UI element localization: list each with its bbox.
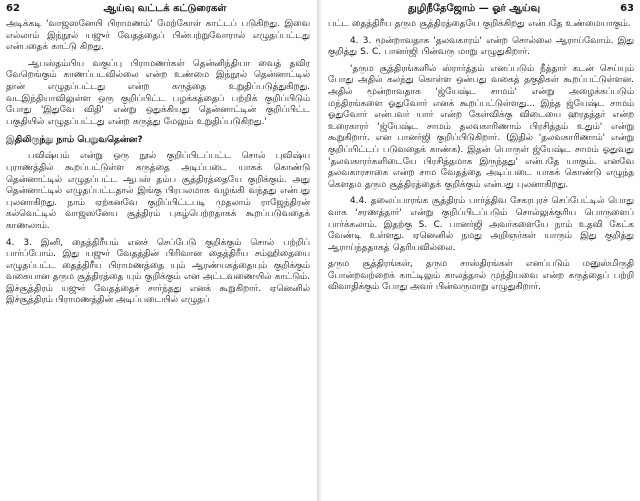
right-running-head: [328, 3, 634, 15]
right-paragraph-3: 'தரும சூத்திரங்களில் ஸ்ரார்த்தம் எனப்படும் நீத்தார் கடன் செய்யும் போது அதில் கலந்து கொள்ள ஒன்பது வகைத் தகுதிகள் கூறப்பட்டுள்ளன. அதில் மூன்றாவதாக 'ஜ்யேஷ்ட சாமம்' என்று அழைக்கப்படும் மந்திரங்களை ஓதுவோர் எனக் கூறப்பட்டுள்ளது... இந்த ஜ்யேஷ்ட சாமம் ஓதுவோர் என்பவர் யார் என்ற கேள்விக்கு விடையை ஹரதத்தர் என்ற உரைகாரர் 'ஜ்யேஷ்ட சாமம் தலவகாரிணாம் பிரசித்தம் உதும்' என்று கூறுகிறார். என பானர்ஜி குறிப்பிடுகிறார். (இதில் 'தலவகாரிணாம்' என்று குறிப்பிட்டப் படுவதைக் காண்க). இதன் பொருள் ஜ்யேஷ்ட சாமம் ஓதுவது 'தலவகாரர்களிடையே பிரசித்தமாக இருந்தது' என்பதே யாகும். எனவே தலவகாரசாகை என்ற சாம வேதத்தை அடிப்படை யாகக் கொண்டு எழுந்த கௌதம தரும சூத்திரத்தைக் குறிக்கும் என்பது புலனாகிறது.: [328, 63, 634, 190]
left-paragraph-1: அடிக்கடி 'வாஜஸனேயி பிராமணம்' மேற்கோள் காட்டப் படுகிறது. இவை எல்லாம் இந்நூல் யஜுர் வேதத்தைப் பின்பற்றுவோரால் எழுதப்பட்டது என்பதைக் காட்டு கிறது.: [6, 19, 310, 53]
right-last-paragraph: தரும சூத்திரங்கள், தரும சாஸ்திரங்கள் எனப்படும் மனுஸ்மிருதி போன்றவற்றைக் காட்டிலும் காலத்தால் முந்தியவை என்ற கருத்தைப் பற்றி விவாதிக்கும் போது அவர் பின்வருமாறு எழுதுகிறார்.: [328, 259, 634, 293]
left-running-head: [6, 3, 310, 15]
left-running-title: ஆய்வு வட்டக் கட்டுரைகள்: [103, 3, 227, 14]
left-question-heading: இதிலிருந்து நாம் பெறுவதென்ன?: [6, 135, 143, 146]
right-paragraph-2: 4. 3. மூன்றாவதாக 'தலவகாரம்' என்ற சொல்லை ஆராய்வோம். இது குறித்து S. C. பானர்ஜி பின்வரு மாறு எழுதுகிறார்.: [328, 35, 634, 58]
right-page-number: 63: [620, 3, 634, 14]
left-paragraph-2: ஆபஸ்தம்பிய வகுப்பு பிராமணர்கள் தென்னிந்தியா வைத் தவிர வேறெங்கும் காணப்படவில்லை என்ற உண்மை இந்நூல் தென்னாட்டில் தான் எழுதப்பட்டது என்ற கருத்தை உறுதிப்படுத்துகிறது. வடஇந்தியாவிலுள்ள ஒரு குறிப்பிட்ட பழக்கத்தைப் பற்றிக் குறிப்பிடும் போது 'இதுவே விதி' என்று ஒதுக்கியது தென்னாட்டின் குறிப்பிட்ட பகுதியில் எழுதப்பட்டது என்ற கருத்து மேலும் உறுதிப்படுகிறது.': [6, 58, 310, 127]
left-page-number: 62: [6, 3, 20, 14]
left-section-4-3: 4. 3. இனி, தைத்திரீயம் எனச் செப்பேடு குறிக்கும் சொல் பற்றிப் பார்ப்போம். இது யஜுர் வேதத்தின் பிரிவான தைத்திரீய சம்ஹிதையை எழுதப்பட்ட தைத்திரீய பிராமணத்தை யும் ஆரண்யகத்தையும் குறிக்கும் வகையான தரும சூத்திரத்தை யும் குறிக்கும் என அட்டவணையில் காட்டும். இச்சூத்திரம் யஜுர் வேதத்தைச் சார்ந்தது எனக் கூறுகிறார். ஏனெனில் இச்சூத்திரம் பிராமணத்தின் அடிப்படையில் எழுதப்: [6, 237, 310, 306]
book-gutter: [317, 0, 321, 501]
right-paragraph-4: 4.4. தலைப்பாரங்க சூத்திரம் பார்த்திவ சேகரபுரச் செப்பேட்டில் பொது வாக 'சரணத்தார்' என்று குறிப்பிடப்படும் சொல்லுக்குரிய பொருளைப் பார்க்கலாம். இதற்கு S. C. பானர்ஜி அவர்களையே நாம் உதவி கேட்க வேண்டி உள்ளது. ஏனெனில் நமது அறிஞர்கள் யாரும் இது குறித்து ஆராய்ந்ததாகத் தெரியவில்லை.: [328, 196, 634, 253]
right-paragraph-1: பட்ட தைத்திரீய தரும சூத்திரத்தையே குறிக்கிறது என்பதே உண்மையாகும்.: [328, 19, 631, 29]
left-page: [0, 0, 316, 501]
right-running-title: துழிநீதேஜோம் — ஓர் ஆய்வு: [407, 3, 541, 14]
right-page: [322, 0, 640, 501]
left-paragraph-3: பவிஷ்யம் என்று ஒரு நூல் குறிப்பிடப்பட்ட சொல் புவிஷ்ய புராணத்தில் கூறப்பட்டுள்ள கருத்தை அடிப்படை யாகக் கொண்டு தென்னாட்டில் எழுதப்பட்ட ஆபஸ் தம்ப சூத்திரத்தையே குறிக்கும். அது தென்னாட்டில் எழுதப்பட்டதால் இங்கு பிரபலமாக வழங்கி வந்தது என்பது புலனாகிறது. நாம் ஏற்கனவே குறிப்பிட்டபடி முதலாம் ராஜேந்திரன் கல்வெட்டில் வாஜஸனேய சூத்திரம் புகழ்பெற்றதாகக் கூறப்படுவதைக் காணலாம்.: [6, 151, 310, 231]
